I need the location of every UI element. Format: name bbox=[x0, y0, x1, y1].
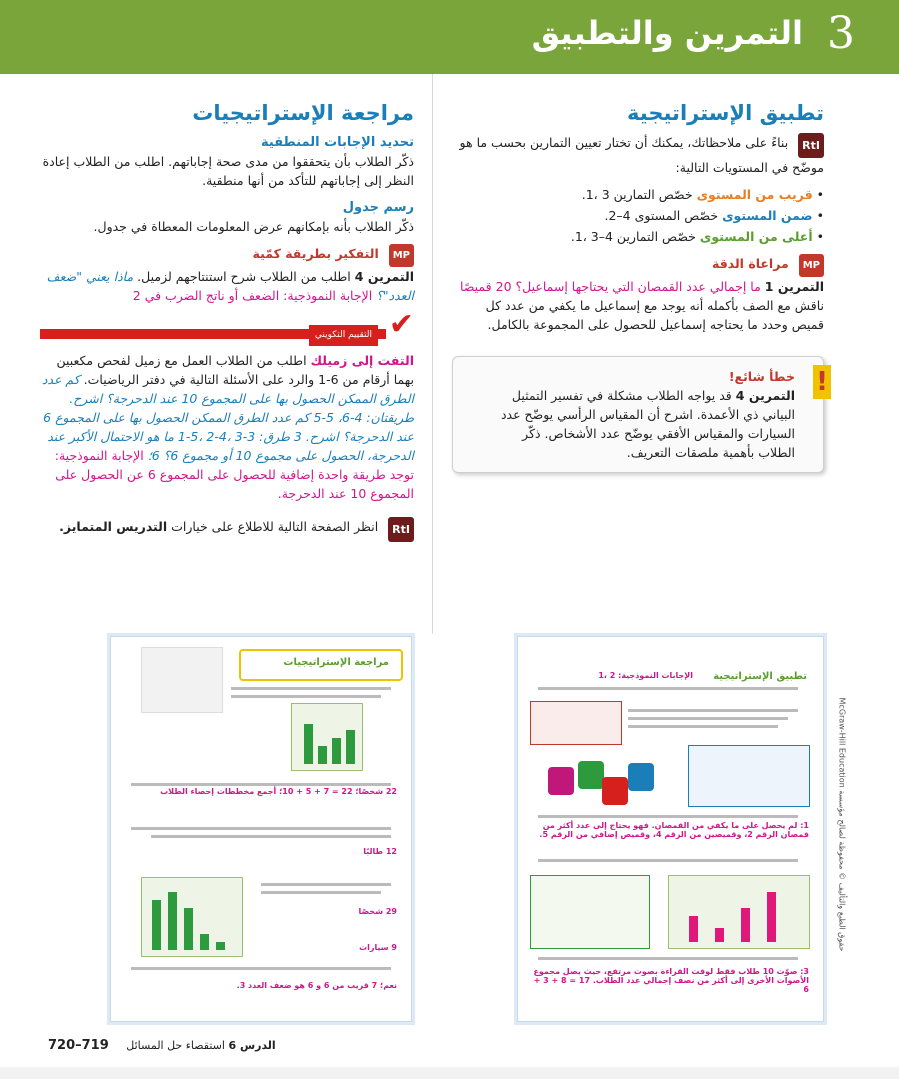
thumb-answer-2: 12 طالبًا bbox=[363, 847, 397, 856]
thumb-answer-3: 29 شخصًا bbox=[358, 907, 397, 916]
footer-lesson-title: استقصاء حل المسائل bbox=[126, 1039, 225, 1052]
mp-icon: MP bbox=[389, 244, 414, 267]
rti-icon: RtI bbox=[798, 133, 824, 158]
exercise-4-note: التمرين 4 اطلب من الطلاب شرح استنتاجهم لزميل. ماذا يعني "ضعف العدد"؟ الإجابة النموذجية: الضعف أو ناتج الضرب في 2 bbox=[46, 269, 414, 303]
shirt-icon bbox=[578, 761, 604, 789]
footer-page-numbers: 719–720 bbox=[48, 1038, 109, 1053]
bar-chart-thumb bbox=[291, 703, 363, 771]
car-chart-thumb bbox=[141, 877, 243, 957]
check-answers-text: ذكّر الطلاب بأن يتحققوا من مدى صحة إجاباتهم. اطلب من الطلاب إعادة النظر إلى إجاباتهم للتأكد من أنها منطقية. bbox=[42, 154, 414, 188]
review-strategies-title: مراجعة الإستراتيجيات bbox=[192, 101, 414, 125]
rti-intro: RtI بناءً على ملاحظاتك، يمكنك أن تختار تعيين التمارين بحسب ما هو موضّح في المستويات التالية: bbox=[459, 135, 824, 175]
make-table-heading: رسم جدول bbox=[342, 200, 414, 215]
formative-label: التقييم التكويني bbox=[309, 325, 378, 346]
level-beyond: • أعلى من المستوى خصّص التمارين 4–3 ،1. bbox=[570, 229, 824, 244]
common-misconception-box bbox=[452, 356, 828, 473]
thumb-answer-1: 22 شخصًا؛ 22 = 7 + 5 + 10؛ أجمع مخططات إحصاء الطلاب bbox=[160, 787, 397, 796]
banner-title: التمرين والتطبيق bbox=[531, 14, 803, 52]
number-table-thumb bbox=[530, 701, 622, 745]
strategy-sidebar bbox=[141, 647, 223, 713]
misconception-title: خطأ شائع! bbox=[728, 369, 795, 384]
tally-table-thumb bbox=[530, 875, 650, 949]
level-approaching: • قريب من المستوى خصّص التمارين 3 ،1. bbox=[581, 187, 824, 202]
shirt-icon bbox=[602, 777, 628, 805]
chapter-banner bbox=[0, 0, 899, 74]
formative-assessment-bar bbox=[40, 307, 414, 343]
shirt-icon bbox=[628, 763, 654, 791]
bottom-strip bbox=[0, 1067, 899, 1079]
apply-strategy-column bbox=[452, 101, 828, 473]
student-page-thumbnail-apply bbox=[517, 636, 824, 1022]
line-plot-thumb bbox=[688, 745, 810, 807]
level-on: • ضمن المستوى خصّص المستوى 4–2. bbox=[604, 208, 824, 223]
thumb-answer-1: 1: لم يحصل على ما يكفي من القمصان. فهو يحتاج إلى عدد أكثر من قمصان الرقم 2، وقميصين من الرقم 4، وقميص إضافي من الرقم 5. bbox=[539, 821, 809, 839]
precision-heading: MP مراعاة الدقة bbox=[452, 254, 824, 277]
rti-icon: RtI bbox=[388, 517, 414, 542]
column-divider bbox=[432, 74, 433, 634]
mp-icon: MP bbox=[799, 254, 824, 277]
footer-lesson: الدرس 6 bbox=[228, 1039, 276, 1052]
misconception-text: التمرين 4 قد يواجه الطلاب مشكلة في تفسير التمثيل البياني ذي الأعمدة. اشرح أن المقياس الرأسي يوضّح عدد السيارات والمقياس الأفقي يوضّح عدد الأشخاص. ذكّر الطلاب بأهمية ملصقات التعريف. bbox=[500, 388, 795, 460]
checkmark-icon: ✔ bbox=[388, 307, 414, 342]
vote-chart-thumb bbox=[668, 875, 810, 949]
thumb-answer-2: 3: صوّت 10 طلاب فقط لوقت القراءة بصوت مرتفع، حيث يصل مجموع الأصوات الأخرى إلى أكثر من نصف إجمالي عدد الطلاب. 17 = 8 + 3 + 6 bbox=[533, 967, 809, 994]
thumb-title: تطبيق الإستراتيجية bbox=[713, 671, 807, 682]
exercise-1-note: التمرين 1 ما إجمالي عدد القمصان التي يحتاجها إسماعيل؟ 20 قميصًا ناقش مع الصف بأكمله أنه يوجد مع إسماعيل ما يكفي من عدد كل قميص وحدد ما يحتاجه إسماعيل للحصول على المجموعة بالكامل. bbox=[460, 279, 824, 332]
banner-number: 3 bbox=[827, 8, 855, 59]
page-footer bbox=[38, 1038, 276, 1053]
thumb-answer-4: 9 سيارات bbox=[359, 943, 397, 952]
make-table-text: ذكّر الطلاب بأنه بإمكانهم عرض المعلومات المعطاة في جدول. bbox=[93, 219, 414, 234]
reason-heading: MP التفكير بطريقة كمّية bbox=[40, 244, 414, 267]
copyright-credit: حقوق الطبع والتأليف © محفوظة لصالح مؤسسة McGraw-Hill Education bbox=[837, 697, 847, 952]
thumb-answer-5: نعم؛ 7 قريب من 6 و 6 هو ضعف العدد 3. bbox=[236, 981, 397, 990]
exclamation-icon: ! bbox=[813, 365, 831, 399]
shirt-icon bbox=[548, 767, 574, 795]
thumb-answer-top: الإجابات النموذجية: 2 ،1 bbox=[598, 671, 693, 680]
thumb-title: مراجعة الإستراتيجيات bbox=[283, 657, 389, 668]
rti-differentiated: RtI انظر الصفحة التالية للاطلاع على خيارات التدريس المتمايز. bbox=[40, 517, 414, 542]
turn-and-talk: التفت إلى زميلك اطلب من الطلاب العمل مع زميل لفحص مكعبين بهما أرقام من 6-1 والرد على الأسئلة التالية في دفتر الرياضيات. كم عدد الطرق الممكن الحصول بها على المجموع 10 عند الدحرجة؟ اشرح. طريقتان: 4-6، 5-5 كم عدد الطرق الممكن الحصول بها على المجموع 6 عند الدحرجة؟ اشرح. 3 طرق: 3-3 ،4-2 ،5-1 ما هو الاحتمال الأكبر عند الدحرجة، الحصول على مجموع 10 أو مجموع 6؟ 6؛ الإجابة النموذجية: توجد طريقة واحدة إضافية للحصول على المجموع 6 عن الحصول على المجموع 10 عند الدحرجة. bbox=[41, 353, 414, 501]
student-page-thumbnail-review bbox=[110, 636, 412, 1022]
apply-strategy-title: تطبيق الإستراتيجية bbox=[627, 101, 824, 125]
review-strategies-column bbox=[40, 101, 414, 550]
check-answers-heading: تحديد الإجابات المنطقية bbox=[261, 135, 414, 150]
